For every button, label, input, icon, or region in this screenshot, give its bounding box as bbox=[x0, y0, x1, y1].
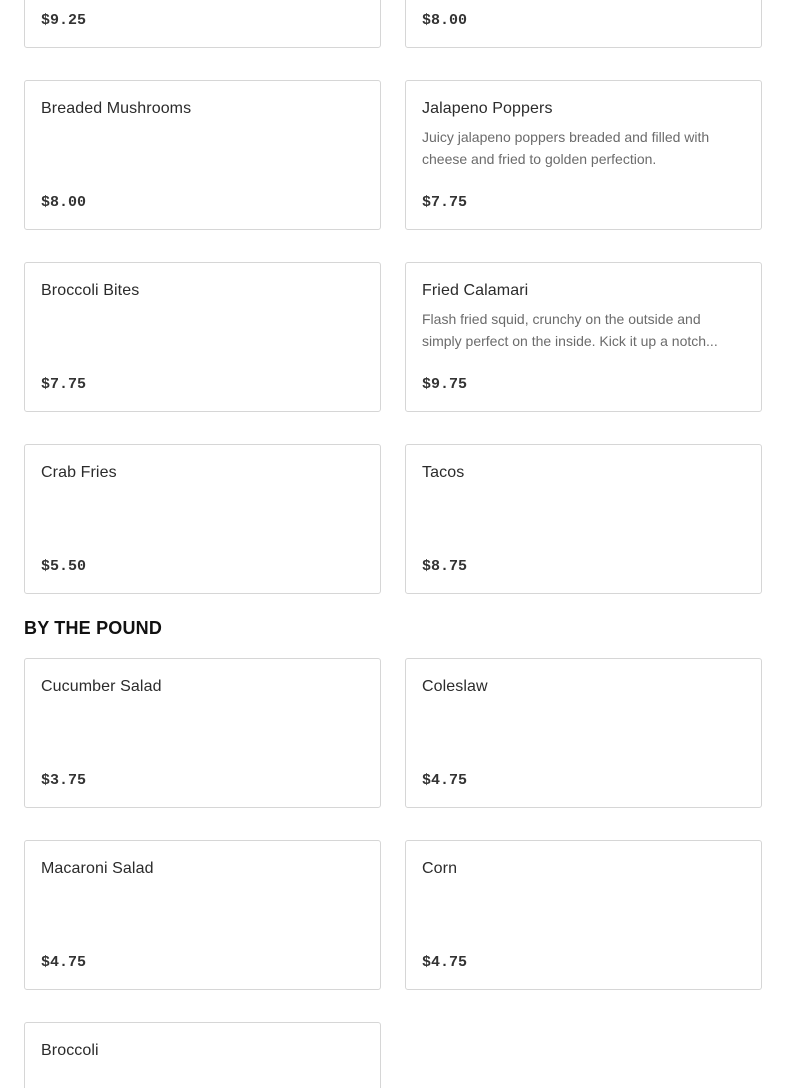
item-name: Macaroni Salad bbox=[41, 860, 154, 877]
menu-item-card[interactable] bbox=[405, 80, 762, 230]
menu-item-card[interactable] bbox=[24, 1022, 381, 1088]
item-name: Jalapeno Poppers bbox=[422, 100, 553, 117]
item-price: $4.75 bbox=[422, 954, 468, 971]
item-name: Cucumber Salad bbox=[41, 678, 162, 695]
item-name: Broccoli Bites bbox=[41, 282, 140, 299]
menu-item-card[interactable] bbox=[405, 0, 762, 48]
item-price: $3.75 bbox=[41, 772, 87, 789]
menu-item-card[interactable] bbox=[24, 80, 381, 230]
item-price: $8.00 bbox=[422, 12, 468, 29]
item-description: Juicy jalapeno poppers breaded and filled with cheese and fried to golden perfection. bbox=[422, 129, 710, 167]
item-name: Broccoli bbox=[41, 1042, 99, 1059]
section-title-by-the-pound: BY THE POUND bbox=[24, 618, 163, 638]
item-price: $4.75 bbox=[41, 954, 87, 971]
item-name: Breaded Mushrooms bbox=[41, 100, 192, 117]
menu-item-card[interactable] bbox=[24, 262, 381, 412]
menu-item-card[interactable] bbox=[405, 444, 762, 594]
item-price: $8.75 bbox=[422, 558, 468, 575]
menu-item-card[interactable] bbox=[405, 658, 762, 808]
menu-item-card[interactable] bbox=[405, 262, 762, 412]
item-price: $5.50 bbox=[41, 558, 87, 575]
item-name: Corn bbox=[422, 860, 458, 877]
item-price: $8.00 bbox=[41, 194, 87, 211]
item-name: Tacos bbox=[422, 464, 465, 481]
item-price: $7.75 bbox=[422, 194, 468, 211]
menu-item-card[interactable] bbox=[24, 0, 381, 48]
item-price: $7.75 bbox=[41, 376, 87, 393]
item-price: $9.25 bbox=[41, 12, 87, 29]
item-name: Fried Calamari bbox=[422, 282, 529, 299]
item-price: $4.75 bbox=[422, 772, 468, 789]
item-description: Flash fried squid, crunchy on the outside and simply perfect on the inside. Kick it up a notch... bbox=[422, 311, 718, 349]
item-price: $9.75 bbox=[422, 376, 468, 393]
menu-item-card[interactable] bbox=[405, 840, 762, 990]
menu-item-card[interactable] bbox=[24, 840, 381, 990]
menu-item-card[interactable] bbox=[24, 658, 381, 808]
item-name: Coleslaw bbox=[422, 678, 488, 695]
menu-item-card[interactable] bbox=[24, 444, 381, 594]
item-name: Crab Fries bbox=[41, 464, 117, 481]
